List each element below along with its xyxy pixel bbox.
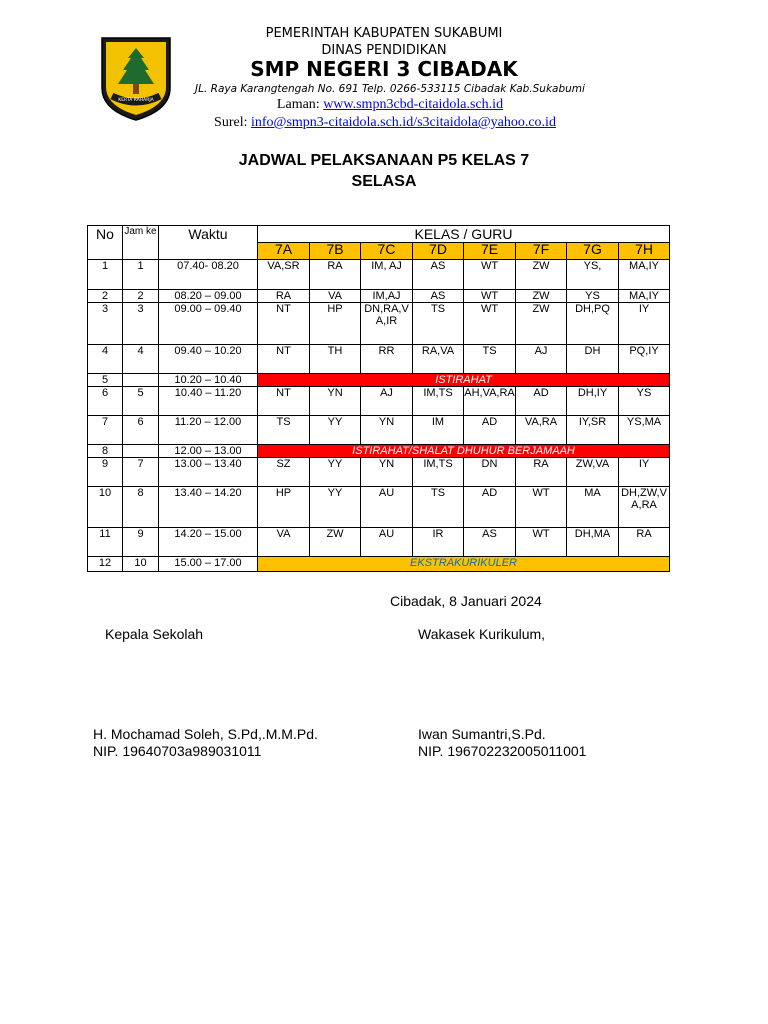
cell-7g: ZW,VA [567, 458, 619, 487]
cell-waktu: 10.40 – 11.20 [159, 387, 258, 416]
cell-7d: AS [413, 260, 464, 290]
table-row [88, 458, 670, 487]
cell-7f: RA [516, 458, 567, 487]
cell-waktu: 10.20 – 10.40 [159, 374, 258, 387]
cell-7b: VA [310, 290, 361, 303]
table-row [88, 374, 670, 387]
cell-7h: YS [619, 387, 670, 416]
cell-7b: ZW [310, 528, 361, 557]
cell-7e: AD [464, 416, 516, 445]
cell-7d: AS [413, 290, 464, 303]
cell-jam: 4 [123, 345, 159, 374]
cell-7g: YS, [567, 260, 619, 290]
class-header-7g: 7G [567, 243, 619, 260]
cell-no: 1 [88, 260, 123, 290]
cell-no: 2 [88, 290, 123, 303]
class-header-7f: 7F [516, 243, 567, 260]
cell-7h: RA [619, 528, 670, 557]
cell-waktu: 07.40- 08.20 [159, 260, 258, 290]
cell-7b: RA [310, 260, 361, 290]
cell-jam: 7 [123, 458, 159, 487]
cell-jam: 9 [123, 528, 159, 557]
cell-jam: 8 [123, 487, 159, 528]
cell-jam: 1 [123, 260, 159, 290]
cell-7e: DN [464, 458, 516, 487]
class-header-7e: 7E [464, 243, 516, 260]
cell-7e: AH,VA,RA [464, 387, 516, 416]
header-kelas-guru: KELAS / GURU [258, 226, 670, 243]
cell-7a: NT [258, 345, 310, 374]
email-link[interactable]: info@smpn3-citaidola.sch.id/s3citaidola@yahoo.co.id [251, 115, 556, 130]
cell-7g: IY,SR [567, 416, 619, 445]
cell-7d: IR [413, 528, 464, 557]
cell-7a: HP [258, 487, 310, 528]
website-link[interactable]: www.smpn3cbd-citaidola.sch.id [323, 97, 504, 112]
school-name: SMP NEGERI 3 CIBADAK [250, 57, 518, 81]
cell-7h: IY [619, 303, 670, 345]
cell-7d: TS [413, 303, 464, 345]
cell-7f: ZW [516, 303, 567, 345]
cell-7e: AD [464, 487, 516, 528]
cell-7a: VA [258, 528, 310, 557]
class-header-7h: 7H [619, 243, 670, 260]
table-row [88, 387, 670, 416]
header-no: No [88, 226, 123, 260]
cell-7b: YY [310, 487, 361, 528]
table-row [88, 557, 670, 572]
cell-7g: DH [567, 345, 619, 374]
cell-7c: YN [361, 416, 413, 445]
header-department: DINAS PENDIDIKAN [321, 43, 447, 58]
cell-jam: 2 [123, 290, 159, 303]
cell-7g: YS [567, 290, 619, 303]
cell-waktu: 08.20 – 09.00 [159, 290, 258, 303]
school-address: JL. Raya Karangtengah No. 691 Telp. 0266-533115 Cibadak Kab.Sukabumi [195, 83, 585, 95]
cell-7d: TS [413, 487, 464, 528]
cell-7c: AJ [361, 387, 413, 416]
school-emblem-icon [98, 36, 174, 122]
cell-7b: HP [310, 303, 361, 345]
cell-waktu: 09.40 – 10.20 [159, 345, 258, 374]
emblem-motto: KERTA RAHARJA [118, 98, 154, 103]
left-signatory-name: H. Mochamad Soleh, S.Pd,.M.M.Pd. [93, 726, 318, 742]
email-label: Surel: [214, 115, 248, 130]
cell-7g: MA [567, 487, 619, 528]
cell-7f: WT [516, 528, 567, 557]
cell-7a: VA,SR [258, 260, 310, 290]
cell-7e: WT [464, 303, 516, 345]
cell-no: 8 [88, 445, 123, 458]
header-government: PEMERINTAH KABUPATEN SUKABUMI [265, 26, 503, 41]
cell-7d: IM,TS [413, 387, 464, 416]
cell-7a: NT [258, 303, 310, 345]
cell-7a: TS [258, 416, 310, 445]
cell-7h: IY [619, 458, 670, 487]
table-row [88, 290, 670, 303]
cell-waktu: 13.00 – 13.40 [159, 458, 258, 487]
cell-7f: AD [516, 387, 567, 416]
cell-7c: AU [361, 528, 413, 557]
break-banner: ISTIRAHAT/SHALAT DHUHUR BERJAMAAH [258, 445, 670, 458]
left-signatory-role: Kepala Sekolah [105, 626, 204, 642]
cell-7b: YY [310, 416, 361, 445]
cell-jam: 5 [123, 387, 159, 416]
class-header-7a: 7A [258, 243, 310, 260]
cell-7b: TH [310, 345, 361, 374]
cell-7h: MA,IY [619, 260, 670, 290]
cell-7h: PQ,IY [619, 345, 670, 374]
table-row [88, 487, 670, 528]
cell-7c: RR [361, 345, 413, 374]
cell-7d: RA,VA [413, 345, 464, 374]
cell-7c: IM,AJ [361, 290, 413, 303]
cell-7e: WT [464, 260, 516, 290]
cell-no: 6 [88, 387, 123, 416]
cell-waktu: 11.20 – 12.00 [159, 416, 258, 445]
cell-7f: AJ [516, 345, 567, 374]
cell-no: 3 [88, 303, 123, 345]
cell-7e: TS [464, 345, 516, 374]
cell-7f: VA,RA [516, 416, 567, 445]
cell-7e: WT [464, 290, 516, 303]
place-date: Cibadak, 8 Januari 2024 [390, 593, 542, 609]
cell-7h: YS,MA [619, 416, 670, 445]
cell-jam: 10 [123, 557, 159, 572]
table-row [88, 345, 670, 374]
cell-7a: NT [258, 387, 310, 416]
cell-7g: DH,IY [567, 387, 619, 416]
class-header-7b: 7B [310, 243, 361, 260]
cell-no: 9 [88, 458, 123, 487]
table-row [88, 528, 670, 557]
cell-no: 7 [88, 416, 123, 445]
ekstrakurikuler-banner: EKSTRAKURIKULER [258, 557, 670, 572]
cell-7g: DH,MA [567, 528, 619, 557]
table-row [88, 260, 670, 290]
header-waktu: Waktu [159, 226, 258, 260]
website-label: Laman: [276, 97, 320, 112]
cell-waktu: 15.00 – 17.00 [159, 557, 258, 572]
document-day: SELASA [351, 173, 417, 190]
cell-7e: AS [464, 528, 516, 557]
cell-waktu: 12.00 – 13.00 [159, 445, 258, 458]
cell-7d: IM [413, 416, 464, 445]
cell-jam [123, 374, 159, 387]
cell-7c: IM, AJ [361, 260, 413, 290]
cell-7a: RA [258, 290, 310, 303]
schedule-table [87, 225, 670, 572]
cell-7c: DN,RA,VA,IR [361, 303, 413, 345]
cell-7g: DH,PQ [567, 303, 619, 345]
cell-no: 12 [88, 557, 123, 572]
cell-waktu: 13.40 – 14.20 [159, 487, 258, 528]
cell-no: 11 [88, 528, 123, 557]
right-signatory-name: Iwan Sumantri,S.Pd. [418, 726, 546, 742]
cell-7b: YY [310, 458, 361, 487]
right-signatory-nip: NIP. 196702232005011001 [418, 743, 587, 759]
table-row [88, 416, 670, 445]
document-title: JADWAL PELAKSANAAN P5 KELAS 7 [238, 152, 530, 169]
table-row [88, 445, 670, 458]
cell-7f: ZW [516, 260, 567, 290]
break-banner: ISTIRAHAT [258, 374, 670, 387]
cell-7b: YN [310, 387, 361, 416]
cell-jam: 6 [123, 416, 159, 445]
cell-7d: IM,TS [413, 458, 464, 487]
cell-waktu: 09.00 – 09.40 [159, 303, 258, 345]
cell-no: 5 [88, 374, 123, 387]
left-signatory-nip: NIP. 19640703a989031011 [93, 743, 262, 759]
cell-7c: AU [361, 487, 413, 528]
website-line [230, 97, 550, 113]
cell-7h: DH,ZW,VA,RA [619, 487, 670, 528]
cell-7f: WT [516, 487, 567, 528]
class-header-7d: 7D [413, 243, 464, 260]
right-signatory-role: Wakasek Kurikulum, [418, 626, 546, 642]
header-jam: Jam ke [123, 226, 159, 260]
cell-7f: ZW [516, 290, 567, 303]
table-row [88, 303, 670, 345]
cell-no: 10 [88, 487, 123, 528]
cell-jam: 3 [123, 303, 159, 345]
cell-jam [123, 445, 159, 458]
email-line [170, 115, 600, 131]
cell-no: 4 [88, 345, 123, 374]
cell-7c: YN [361, 458, 413, 487]
class-header-7c: 7C [361, 243, 413, 260]
cell-7h: MA,IY [619, 290, 670, 303]
cell-7a: SZ [258, 458, 310, 487]
cell-waktu: 14.20 – 15.00 [159, 528, 258, 557]
